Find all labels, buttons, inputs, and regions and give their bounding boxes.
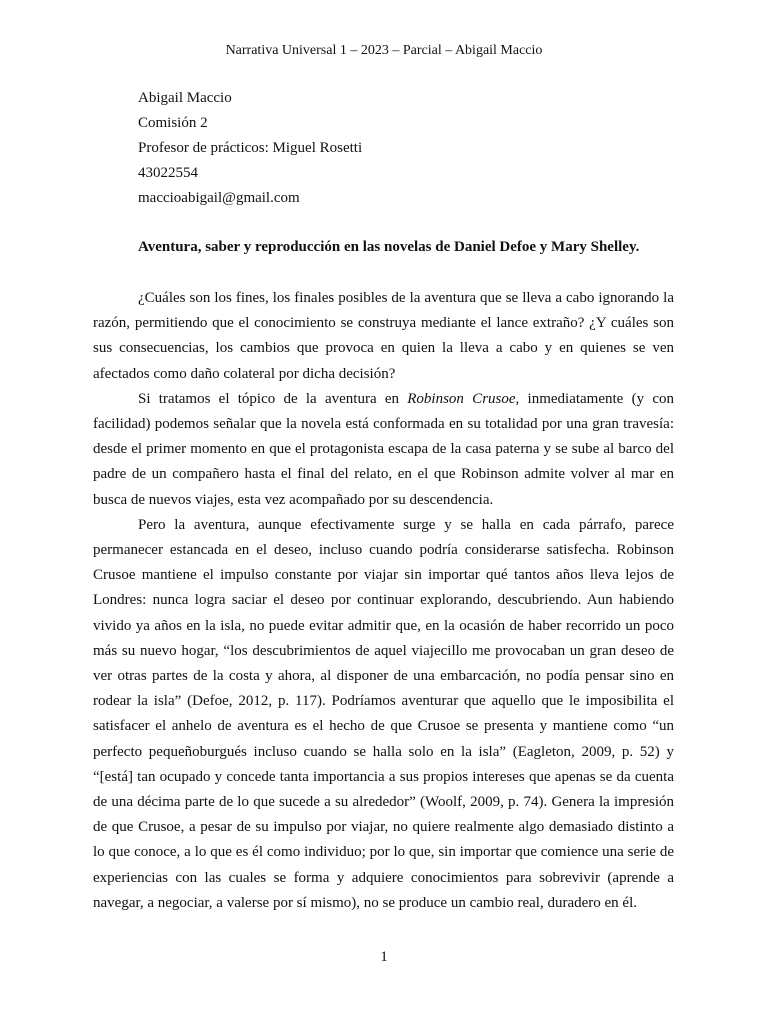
paragraph-3: Pero la aventura, aunque efectivamente surge y se halla en cada párrafo, parece permanecer estancada en el deseo, incluso cuando podría considerarse satisfecha. Robinson Crusoe mantiene el impulso constante por viajar sin importar qué tantos años lleva lejos de Londres: nunca logra saciar el deseo por continuar explorando, descubriendo. Aun habiendo vivido ya años en la isla, no puede evitar admitir que, en la ocasión de haber recorrido un poco más su nuevo hogar, “los descubrimientos de aquel viajecillo me provocaban un gran deseo de ver otras partes de la costa y ahora, al disponer de una embarcación, no podía pensar sino en rodear la isla” (Defoe, 2012, p. 117). Podríamos aventurar que aquello que le imposibilita el satisfacer el anhelo de aventura es el hecho de que Crusoe se presenta y mantiene como “un perfecto pequeñoburgués incluso cuando se halla solo en la isla” (Eagleton, 2009, p. 52) y “[está] tan ocupado y concede tanta importancia a sus propios intereses que apenas se da cuenta de una décima parte de lo que sucede a su alrededor” (Woolf, 2009, p. 74). Genera la impresión de que Crusoe, a pesar de su impulso por viajar, no quiere realmente algo demasiado distinto a lo que conoce, a lo que es él como individuo; por lo que, sin importar que comience una serie de experiencias con las cuales se forma y adquiere conocimientos para sobrevivir (aprende a navegar, a negociar, a valerse por sí mismo), no se produce un cambio real, duradero en él. [93, 516, 674, 911]
book-title-robinson-crusoe: Robinson Crusoe [407, 390, 516, 407]
paragraph-2-rest: , inmediatamente (y con facilidad) podemos señalar que la novela está conformada en su totalidad por una gran travesía: desde el primer momento en que el protagonista escapa de la casa paterna y se sube al barco del padre de un compañero hasta el final del relato, en el que Robinson admite volver al mar en busca de nuevos viajes, esta vez acompañado por su descendencia. [93, 390, 674, 508]
commission-number: Comisión 2 [138, 115, 208, 131]
author-name: Abigail Maccio [138, 90, 232, 106]
essay-title: Aventura, saber y reproducción en las novelas de Daniel Defoe y Mary Shelley. [138, 239, 640, 255]
essay-body [93, 286, 674, 916]
professor-name: Profesor de prácticos: Miguel Rosetti [138, 140, 363, 156]
student-id: 43022554 [138, 165, 198, 181]
running-header: Narrativa Universal 1 – 2023 – Parcial – Abigail Maccio [225, 43, 543, 58]
page-number: 1 [380, 949, 388, 965]
author-email: maccioabigail@gmail.com [138, 190, 300, 206]
paragraph-2-intro: Si tratamos el tópico de la aventura en [138, 390, 408, 407]
paragraph-1: ¿Cuáles son los fines, los finales posibles de la aventura que se lleva a cabo ignorando la razón, permitiendo que el conocimiento se construya mediante el lance extraño? ¿Y cuáles son sus consecuencias, los cambios que provoca en quien la lleva a cabo y en quienes se ven afectados como daño colateral por dicha decisión? [93, 290, 674, 382]
author-info-block [138, 86, 362, 211]
paragraph-2 [93, 387, 674, 513]
